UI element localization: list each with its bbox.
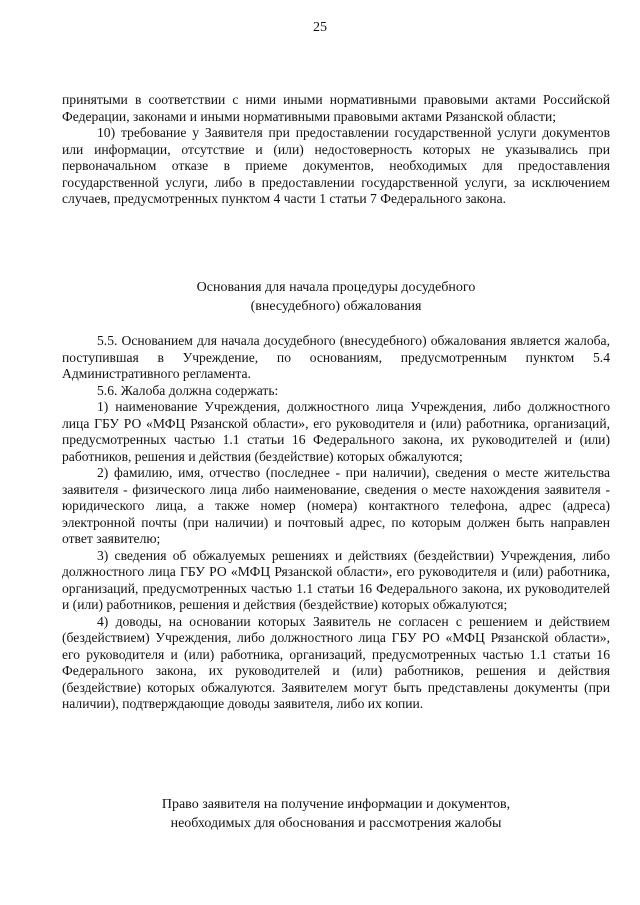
text-block-top — [62, 92, 610, 208]
paragraph-5-5: 5.5. Основанием для начала досудебного (внесудебного) обжалования является жалоба, поступившая в Учреждение, по основаниям, предусмотренным пунктом 5.4 Административного регламента. — [62, 333, 610, 381]
heading-line: (внесудебного) обжалования — [250, 299, 422, 314]
section-heading-rights — [62, 795, 610, 833]
heading-line: необходимых для обоснования и рассмотрения жалобы — [170, 816, 502, 831]
paragraph-item-4: 4) доводы, на основании которых Заявитель не согласен с решением и действием (бездействием) Учреждения, либо должностного лица ГБУ РО «МФЦ Рязанской области», его руководителя и (или) работника, организаций, предусмотренных частью 1.1 статьи 16 Федерального закона, их руководителей и (или) работников, решения и действия (бездействие) которых обжалуются. Заявителем могут быть представлены документы (при наличии), подтверждающие доводы заявителя, либо их копии. — [62, 613, 610, 711]
paragraph-item-2: 2) фамилию, имя, отчество (последнее - при наличии), сведения о месте жительства заявителя - физического лица либо наименование, сведения о месте нахождения заявителя - юридического лица, а также номер (номера) контактного телефона, адрес (адреса) электронной почты (при наличии) и почтовый адрес, по которым должен быть направлен ответ заявителю; — [62, 465, 610, 546]
section-heading-grounds — [62, 278, 610, 316]
paragraph-item-1: 1) наименование Учреждения, должностного лица Учреждения, либо должностного лица ГБУ РО «МФЦ Рязанской области», его руководителя и (или) работника, организаций, предусмотренных частью 1.1 статьи 16 Федерального закона, их руководителей и (или) работников, решения и действия (бездействие) которых обжалуются; — [62, 399, 610, 464]
heading-line: Право заявителя на получение информации и документов, — [161, 797, 511, 812]
heading-line: Основания для начала процедуры досудебного — [196, 280, 476, 295]
paragraph-5-6: 5.6. Жалоба должна содержать: — [97, 382, 279, 398]
paragraph-continuation: принятыми в соответствии с ними иными нормативными правовыми актами Российской Федерации, законами и иными нормативными правовыми актами Рязанской области; — [62, 92, 610, 124]
paragraph-item-3: 3) сведения об обжалуемых решениях и действиях (бездействии) Учреждения, либо должностного лица ГБУ РО «МФЦ Рязанской области», его руководителя и (или) работника, организаций, предусмотренных частью 1.1 статьи 16 Федерального закона, их руководителей и (или) работников, решения и действия (бездействие) которых обжалуются; — [62, 547, 610, 612]
paragraph-item-10: 10) требование у Заявителя при предоставлении государственной услуги документов или информации, отсутствие и (или) недостоверность которых не указывались при первоначальном отказе в приеме документов, необходимых для предоставления государственной услуги, либо в предоставлении государственной услуги, за исключением случаев, предусмотренных пунктом 4 части 1 статьи 7 Федерального закона. — [62, 125, 610, 206]
page-number: 25 — [313, 20, 327, 35]
text-block-main — [62, 333, 610, 713]
